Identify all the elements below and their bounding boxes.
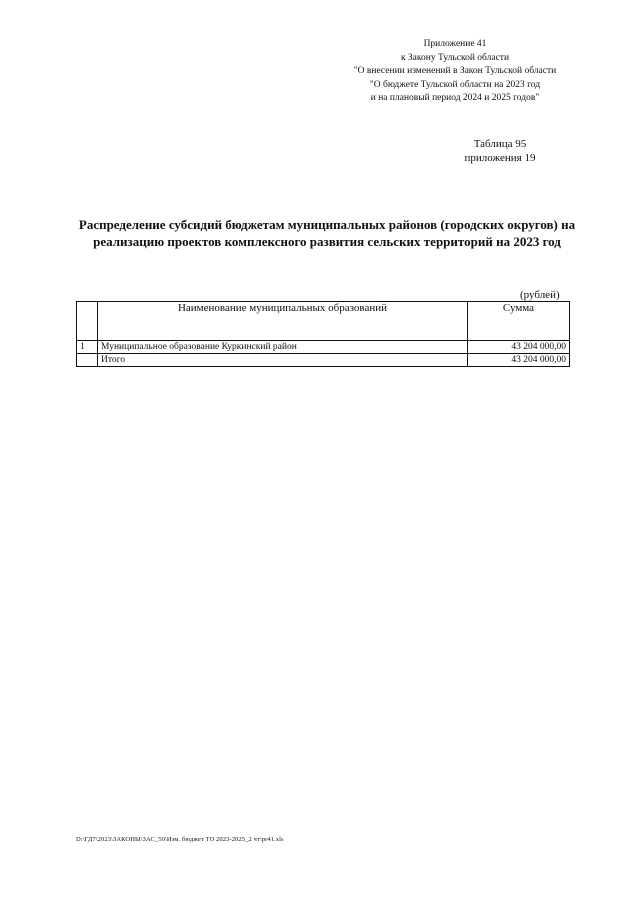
header-sum: Сумма [468,302,570,341]
document-title [60,216,594,250]
header-number [77,302,98,341]
total-row [77,354,570,367]
table-header-row [77,302,570,341]
table-ref-line-2: приложения 19 [464,152,536,164]
annex-line-5: и на плановый период 2024 и 2025 годов" [370,93,540,103]
title-line-1: Распределение субсидий бюджетам муниципальных районов (городских округов) на [78,217,576,232]
total-label: Итого [98,354,468,367]
annex-line-2: к Закону Тульской области [400,52,510,63]
header-name: Наименование муниципальных образований [98,302,468,341]
unit-label: (рублей) [520,289,560,301]
row-number: 1 [77,341,98,354]
annex-line-1: Приложение 41 [423,39,487,49]
subsidy-table [76,301,570,367]
total-sum: 43 204 000,00 [468,354,570,367]
total-number [77,354,98,367]
table-reference [455,137,545,165]
row-sum: 43 204 000,00 [468,341,570,354]
annex-header [340,38,570,106]
row-name: Муниципальное образование Куркинский район [98,341,468,354]
table-ref-line-1: Таблица 95 [473,138,527,150]
annex-line-4: "О бюджете Тульской области на 2023 год [369,79,541,90]
annex-line-3: "О внесении изменений в Закон Тульской области [353,66,557,76]
file-path-footer: D:\ГД7\2023\ЗАКОНЫ\ЗАС_50\Изм. бюджет ТО 2023-2025_2 чт\pr41.xls [76,836,284,843]
title-line-2: реализацию проектов комплексного развития сельских территорий на 2023 год [93,234,561,249]
table-row [77,341,570,354]
